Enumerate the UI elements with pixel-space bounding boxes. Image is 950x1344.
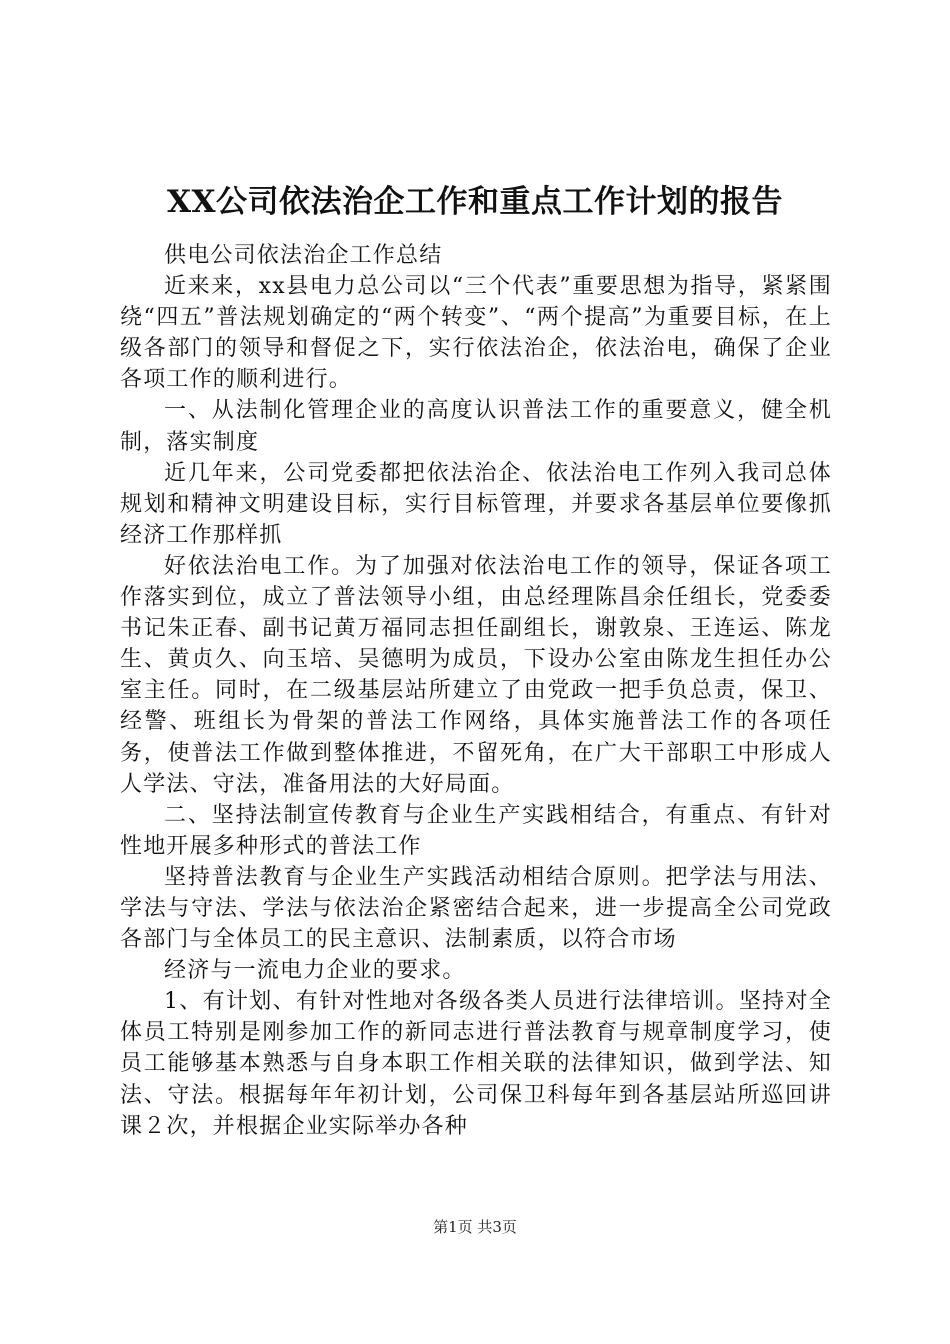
paragraph-list-item-1: 1、有计划、有针对性地对各级各类人员进行法律培训。坚持对全体员工特别是刚参加工作的新同志进行普法教育与规章制度学习，使员工能够基本熟悉与自身本职工作相关联的法律知识，做到学法、知法、守法。根据每年年初计划，公司保卫科每年到各基层站所巡回讲课２次，并根据企业实际举办各种 [120,989,832,1139]
paragraph: 坚持普法教育与企业生产实践活动相结合原则。把学法与用法、学法与守法、学法与依法治企紧密结合起来，进一步提高全公司党政各部门与全体员工的民主意识、法制素质，以符合市场 [120,864,832,953]
paragraph: 好依法治电工作。为了加强对依法治电工作的领导，保证各项工作落实到位，成立了普法领导小组，由总经理陈昌余任组长，党委委书记朱正春、副书记黄万福同志担任副组长，谢敦泉、王连运、陈龙生、黄贞久、向玉培、吴德明为成员，下设办公室由陈龙生担任办公室主任。同时，在二级基层站所建立了由党政一把手负总责，保卫、经警、班组长为骨架的普法工作网络，具体实施普法工作的各项任务，使普法工作做到整体推进，不留死角，在广大干部职工中形成人人学法、守法，准备用法的大好局面。 [120,553,832,797]
paragraph: 近几年来，公司党委都把依法治企、依法治电工作列入我司总体规划和精神文明建设目标，实行目标管理，并要求各基层单位要像抓经济工作那样抓 [120,460,832,548]
paragraph-intro: 近来来，xx县电力总公司以“三个代表”重要思想为指导，紧紧围绕“四五”普法规划确定的“两个转变”、“两个提高”为重要目标，在上级各部门的领导和督促之下，实行依法治企，依法治电，确保了企业各项工作的顺利进行。 [120,274,832,393]
section-heading-1: 一、从法制化管理企业的高度认识普法工作的重要意义，健全机制，落实制度 [120,398,832,455]
document-title: XX公司依法治企工作和重点工作计划的报告 [166,184,784,220]
document-body [120,240,832,1142]
paragraph: 经济与一流电力企业的要求。 [164,958,466,984]
section-heading-2: 二、坚持法制宣传教育与企业生产实践相结合，有重点、有针对性地开展多种形式的普法工作 [120,802,832,859]
page-number-footer: 第1页 共3页 [433,1218,517,1236]
paragraph-subtitle: 供电公司依法治企工作总结 [164,243,443,268]
